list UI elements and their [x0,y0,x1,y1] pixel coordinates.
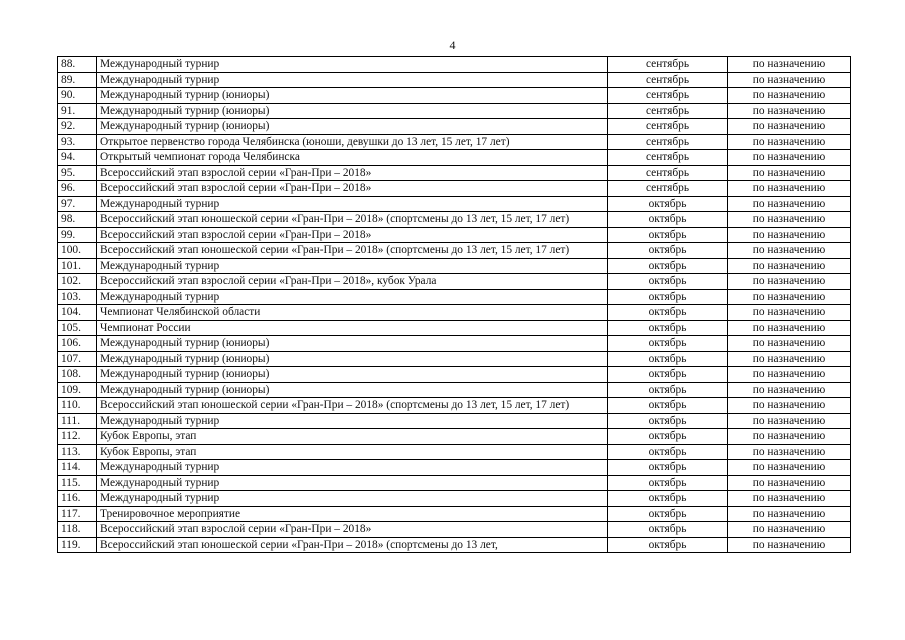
event-place: по назначению [728,367,851,383]
event-place: по назначению [728,429,851,445]
event-month: октябрь [608,429,728,445]
event-month: октябрь [608,506,728,522]
event-name: Всероссийский этап юношеской серии «Гран-При – 2018» (спортсмены до 13 лет, [97,537,608,553]
row-number: 108. [58,367,97,383]
event-name: Международный турнир (юниоры) [97,336,608,352]
row-number: 88. [58,57,97,73]
row-number: 115. [58,475,97,491]
table-row [58,398,851,414]
event-name: Чемпионат России [97,320,608,336]
page-number: 4 [449,38,456,52]
event-place: по назначению [728,320,851,336]
event-place: по назначению [728,475,851,491]
event-name: Кубок Европы, этап [97,429,608,445]
event-place: по назначению [728,537,851,553]
table-row [58,274,851,290]
event-month: октябрь [608,398,728,414]
table-row [58,134,851,150]
event-place: по назначению [728,165,851,181]
row-number: 111. [58,413,97,429]
event-name: Чемпионат Челябинской области [97,305,608,321]
event-place: по назначению [728,382,851,398]
event-name: Международный турнир (юниоры) [97,103,608,119]
table-row [58,367,851,383]
table-row [58,444,851,460]
event-name: Международный турнир [97,258,608,274]
event-place: по назначению [728,460,851,476]
table-row [58,150,851,166]
event-name: Международный турнир [97,475,608,491]
row-number: 103. [58,289,97,305]
row-number: 114. [58,460,97,476]
table-row [58,196,851,212]
row-number: 109. [58,382,97,398]
row-number: 90. [58,88,97,104]
row-number: 102. [58,274,97,290]
event-place: по назначению [728,57,851,73]
event-name: Всероссийский этап юношеской серии «Гран-При – 2018» (спортсмены до 13 лет, 15 лет, 17 лет) [97,212,608,228]
event-month: сентябрь [608,103,728,119]
event-month: сентябрь [608,150,728,166]
row-number: 112. [58,429,97,445]
event-month: сентябрь [608,57,728,73]
row-number: 95. [58,165,97,181]
event-place: по назначению [728,212,851,228]
event-month: сентябрь [608,119,728,135]
event-month: октябрь [608,227,728,243]
event-name: Международный турнир (юниоры) [97,367,608,383]
row-number: 119. [58,537,97,553]
event-place: по назначению [728,181,851,197]
event-month: сентябрь [608,181,728,197]
table-row [58,57,851,73]
row-number: 100. [58,243,97,259]
event-place: по назначению [728,351,851,367]
event-month: октябрь [608,351,728,367]
table-row [58,475,851,491]
event-month: сентябрь [608,72,728,88]
row-number: 91. [58,103,97,119]
event-place: по назначению [728,444,851,460]
event-name: Международный турнир (юниоры) [97,119,608,135]
table-row [58,103,851,119]
event-month: октябрь [608,336,728,352]
row-number: 105. [58,320,97,336]
event-name: Международный турнир [97,491,608,507]
event-name: Всероссийский этап взрослой серии «Гран-При – 2018» [97,165,608,181]
table-row [58,537,851,553]
event-month: октябрь [608,537,728,553]
event-place: по назначению [728,336,851,352]
row-number: 104. [58,305,97,321]
table-row [58,336,851,352]
event-name: Всероссийский этап взрослой серии «Гран-При – 2018», кубок Урала [97,274,608,290]
event-month: октябрь [608,522,728,538]
row-number: 98. [58,212,97,228]
event-name: Международный турнир (юниоры) [97,382,608,398]
table-row [58,506,851,522]
table-row [58,382,851,398]
event-month: сентябрь [608,88,728,104]
event-place: по назначению [728,88,851,104]
row-number: 116. [58,491,97,507]
event-place: по назначению [728,196,851,212]
row-number: 117. [58,506,97,522]
event-place: по назначению [728,134,851,150]
table-row [58,351,851,367]
table-row [58,212,851,228]
event-month: октябрь [608,382,728,398]
row-number: 94. [58,150,97,166]
event-name: Всероссийский этап взрослой серии «Гран-При – 2018» [97,181,608,197]
event-name: Тренировочное мероприятие [97,506,608,522]
event-name: Международный турнир (юниоры) [97,88,608,104]
table-row [58,305,851,321]
event-place: по назначению [728,398,851,414]
row-number: 110. [58,398,97,414]
event-name: Международный турнир [97,196,608,212]
table-row [58,72,851,88]
row-number: 92. [58,119,97,135]
table-row [58,522,851,538]
event-name: Международный турнир [97,57,608,73]
table-row [58,227,851,243]
table-row [58,460,851,476]
event-place: по назначению [728,150,851,166]
table-row [58,88,851,104]
event-place: по назначению [728,258,851,274]
row-number: 89. [58,72,97,88]
event-month: октябрь [608,274,728,290]
event-name: Международный турнир [97,72,608,88]
event-name: Всероссийский этап взрослой серии «Гран-При – 2018» [97,227,608,243]
event-month: октябрь [608,320,728,336]
event-month: октябрь [608,196,728,212]
event-month: октябрь [608,460,728,476]
row-number: 101. [58,258,97,274]
event-place: по назначению [728,305,851,321]
table-row [58,320,851,336]
event-month: сентябрь [608,134,728,150]
event-place: по назначению [728,413,851,429]
event-month: октябрь [608,475,728,491]
event-month: октябрь [608,289,728,305]
row-number: 106. [58,336,97,352]
event-month: сентябрь [608,165,728,181]
event-name: Международный турнир (юниоры) [97,351,608,367]
table-row [58,413,851,429]
table-row [58,181,851,197]
row-number: 99. [58,227,97,243]
event-place: по назначению [728,491,851,507]
event-name: Кубок Европы, этап [97,444,608,460]
event-name: Всероссийский этап взрослой серии «Гран-При – 2018» [97,522,608,538]
event-place: по назначению [728,103,851,119]
row-number: 107. [58,351,97,367]
event-place: по назначению [728,72,851,88]
event-place: по назначению [728,289,851,305]
event-name: Открытое первенство города Челябинска (юноши, девушки до 13 лет, 15 лет, 17 лет) [97,134,608,150]
event-name: Открытый чемпионат города Челябинска [97,150,608,166]
event-place: по назначению [728,243,851,259]
row-number: 118. [58,522,97,538]
event-month: октябрь [608,444,728,460]
event-name: Международный турнир [97,460,608,476]
event-place: по назначению [728,522,851,538]
event-name: Международный турнир [97,289,608,305]
event-place: по назначению [728,119,851,135]
table-row [58,289,851,305]
event-month: октябрь [608,305,728,321]
event-place: по назначению [728,227,851,243]
table-row [58,119,851,135]
table-row [58,258,851,274]
event-month: октябрь [608,243,728,259]
row-number: 93. [58,134,97,150]
event-month: октябрь [608,413,728,429]
table-row [58,429,851,445]
row-number: 96. [58,181,97,197]
event-name: Международный турнир [97,413,608,429]
events-table [57,56,851,553]
event-place: по назначению [728,274,851,290]
event-month: октябрь [608,212,728,228]
table-row [58,243,851,259]
event-month: октябрь [608,367,728,383]
table-row [58,165,851,181]
event-month: октябрь [608,258,728,274]
row-number: 97. [58,196,97,212]
row-number: 113. [58,444,97,460]
event-name: Всероссийский этап юношеской серии «Гран-При – 2018» (спортсмены до 13 лет, 15 лет, 17 лет) [97,398,608,414]
event-month: октябрь [608,491,728,507]
event-place: по назначению [728,506,851,522]
event-name: Всероссийский этап юношеской серии «Гран-При – 2018» (спортсмены до 13 лет, 15 лет, 17 лет) [97,243,608,259]
table-row [58,491,851,507]
events-table-body [58,57,851,553]
